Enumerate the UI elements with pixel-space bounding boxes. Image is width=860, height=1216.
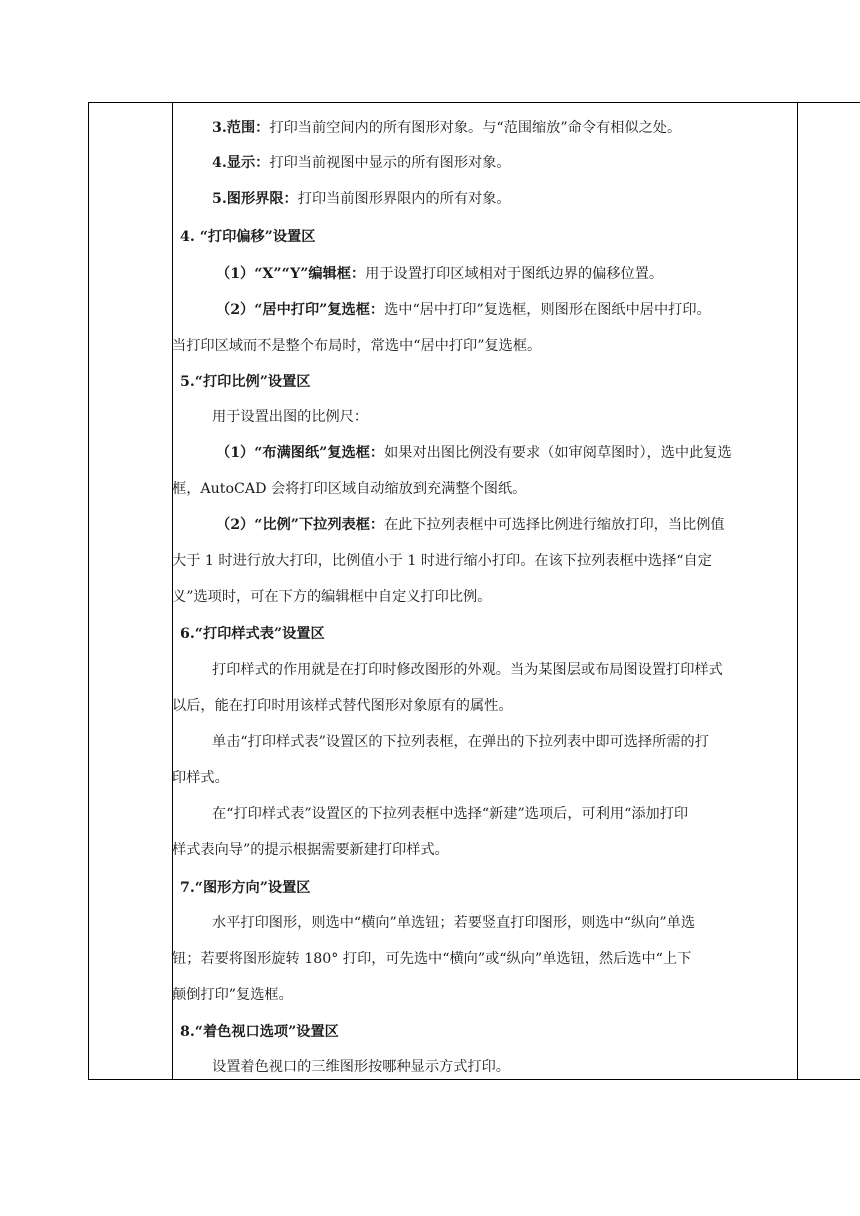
section-heading: 5.“打印比例”设置区 — [180, 374, 311, 390]
section-heading: 4. “打印偏移”设置区 — [180, 229, 316, 245]
paragraph: 打印样式的作用就是在打印时修改图形的外观。当为某图层或布局图设置打印样式 — [212, 662, 723, 678]
paragraph-continuation: 以后，能在打印时用该样式替代图形对象原有的属性。 — [172, 698, 513, 714]
paragraph-continuation: 样式表向导”的提示根据需要新建打印样式。 — [172, 842, 449, 858]
list-item: 4.显示：打印当前视图中显示的所有图形对象。 — [212, 155, 511, 171]
paragraph: 在“打印样式表”设置区的下拉列表框中选择“新建”选项后，可利用“添加打印 — [212, 806, 689, 822]
section-heading: 8.“着色视口选项”设置区 — [180, 1024, 339, 1040]
column-divider-right — [797, 103, 798, 1079]
list-item: 5.图形界限：打印当前图形界限内的所有对象。 — [212, 191, 511, 207]
list-item: 3.范围：打印当前空间内的所有图形对象。与“范围缩放”命令有相似之处。 — [212, 120, 682, 136]
paragraph: 设置着色视口的三维图形按哪种显示方式打印。 — [212, 1059, 510, 1075]
paragraph: （1）“X”“Y”编辑框：用于设置打印区域相对于图纸边界的偏移位置。 — [216, 266, 664, 282]
paragraph: （2）“比例”下拉列表框：在此下拉列表框中可选择比例进行缩放打印，当比例值 — [216, 517, 725, 533]
paragraph: 用于设置出图的比例尺： — [212, 409, 369, 425]
paragraph-continuation: 当打印区域而不是整个布局时，常选中“居中打印”复选框。 — [172, 338, 542, 354]
paragraph-continuation: 框，AutoCAD 会将打印区域自动缩放到充满整个图纸。 — [172, 481, 527, 497]
section-heading: 7.“图形方向”设置区 — [180, 880, 311, 896]
paragraph-continuation: 义”选项时，可在下方的编辑框中自定义打印比例。 — [172, 589, 492, 605]
paragraph: 水平打印图形，则选中“横向”单选钮；若要竖直打印图形，则选中“纵向”单选 — [212, 915, 696, 931]
paragraph: （1）“布满图纸”复选框：如果对出图比例没有要求（如审阅草图时），选中此复选 — [216, 445, 732, 461]
paragraph: （2）“居中打印”复选框：选中“居中打印”复选框，则图形在图纸中居中打印。 — [216, 302, 711, 318]
paragraph: 单击“打印样式表”设置区的下拉列表框，在弹出的下拉列表中即可选择所需的打 — [212, 734, 709, 750]
paragraph-continuation: 印样式。 — [172, 770, 229, 786]
section-heading: 6.“打印样式表”设置区 — [180, 626, 325, 642]
paragraph-continuation: 颠倒打印”复选框。 — [172, 987, 293, 1003]
paragraph-continuation: 大于 1 时进行放大打印，比例值小于 1 时进行缩小打印。在该下拉列表框中选择“自定 — [172, 553, 712, 569]
paragraph-continuation: 钮；若要将图形旋转 180° 打印，可先选中“横向”或“纵向”单选钮，然后选中“上下 — [172, 951, 692, 967]
